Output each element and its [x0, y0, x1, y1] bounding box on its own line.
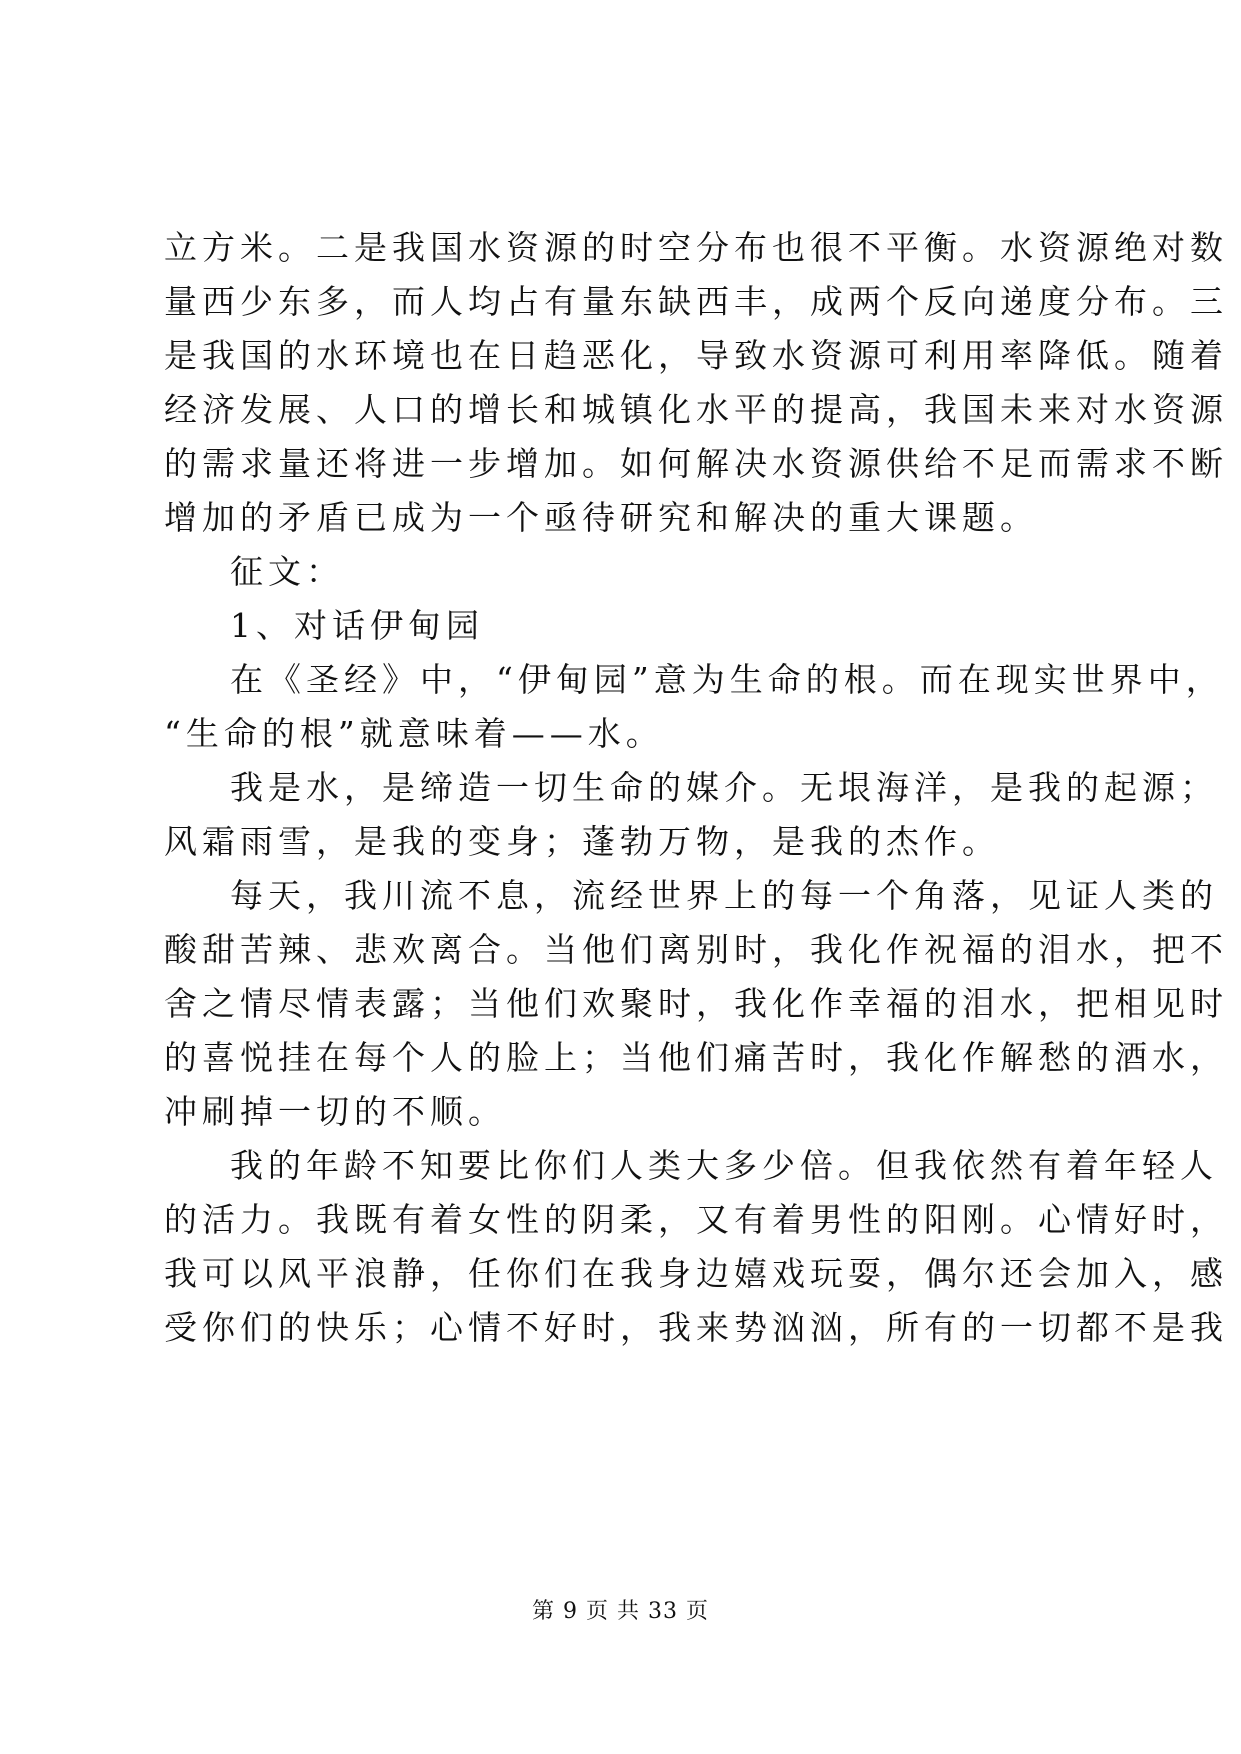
- text-line: 受你们的快乐；心情不好时，我来势汹汹，所有的一切都不是我: [164, 1308, 1228, 1347]
- text-line: 立方米。二是我国水资源的时空分布也很不平衡。水资源绝对数: [164, 228, 1228, 267]
- text-line: 增加的矛盾已成为一个亟待研究和解决的重大课题。: [164, 498, 1038, 537]
- section-heading: 1、对话伊甸园: [230, 606, 484, 645]
- text-line: 每天，我川流不息，流经世界上的每一个角落，见证人类的: [230, 876, 1218, 915]
- text-line: 我的年龄不知要比你们人类大多少倍。但我依然有着年轻人: [230, 1146, 1218, 1185]
- text-line: 的需求量还将进一步增加。如何解决水资源供给不足而需求不断: [164, 444, 1228, 483]
- text-line: 的喜悦挂在每个人的脸上；当他们痛苦时，我化作解愁的酒水，: [164, 1038, 1228, 1077]
- text-line: 我可以风平浪静，任你们在我身边嬉戏玩耍，偶尔还会加入，感: [164, 1254, 1228, 1293]
- text-line: 是我国的水环境也在日趋恶化，导致水资源可利用率降低。随着: [164, 336, 1228, 375]
- text-line: 经济发展、人口的增长和城镇化水平的提高，我国未来对水资源: [164, 390, 1228, 429]
- section-label: 征文：: [230, 552, 344, 591]
- text-line: 舍之情尽情表露；当他们欢聚时，我化作幸福的泪水，把相见时: [164, 984, 1228, 1023]
- text-line: 的活力。我既有着女性的阴柔，又有着男性的阳刚。心情好时，: [164, 1200, 1228, 1239]
- text-line: “生命的根”就意味着——水。: [164, 714, 664, 753]
- page-number: 第 9 页 共 33 页: [532, 1599, 709, 1624]
- text-line: 酸甜苦辣、悲欢离合。当他们离别时，我化作祝福的泪水，把不: [164, 930, 1228, 969]
- text-line: 冲刷掉一切的不顺。: [164, 1092, 506, 1131]
- text-line: 在《圣经》中，“伊甸园”意为生命的根。而在现实世界中，: [230, 660, 1224, 699]
- text-line: 量西少东多，而人均占有量东缺西丰，成两个反向递度分布。三: [164, 282, 1228, 321]
- text-line: 我是水，是缔造一切生命的媒介。无垠海洋，是我的起源；: [230, 768, 1218, 807]
- text-line: 风霜雨雪，是我的变身；蓬勃万物，是我的杰作。: [164, 822, 1000, 861]
